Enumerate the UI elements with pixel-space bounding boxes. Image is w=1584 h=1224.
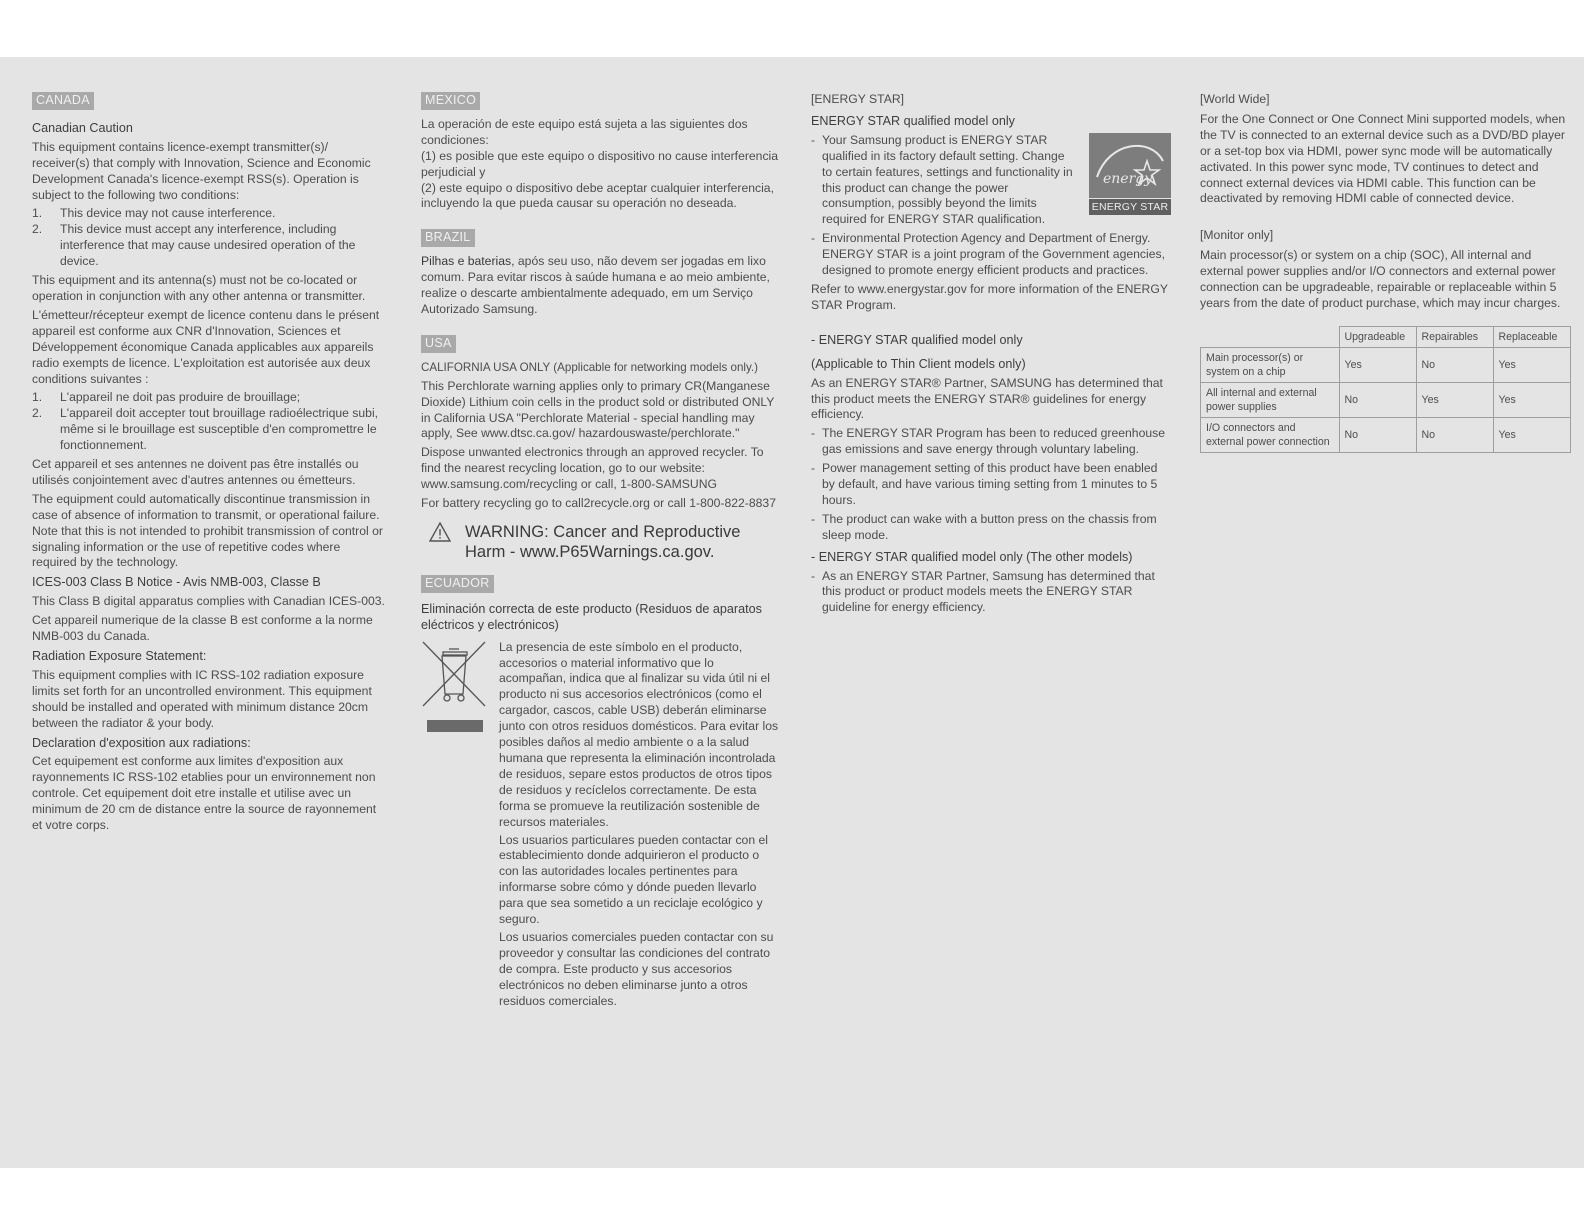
canada-intro: This equipment contains licence-exempt transmitter(s)/ receiver(s) that comply with Innovation, Science and Economic Development Canada's licence-exempt RSS(s). Operation is subject to the following two conditions: bbox=[32, 139, 371, 202]
ices-en: This Class B digital apparatus complies with Canadian ICES-003. bbox=[32, 594, 385, 609]
row-label: I/O connectors and external power connection bbox=[1201, 417, 1340, 452]
table-cell: No bbox=[1339, 417, 1416, 452]
mexico-p1: La operación de este equipo está sujeta a las siguientes dos condiciones: bbox=[421, 116, 748, 147]
table-row bbox=[1201, 347, 1571, 382]
world-wide-text: For the One Connect or One Connect Mini supported models, when the TV is connected to an external device such as a DVD/BD player or a set-top box via HDMI, power sync mode will be automatically activated. In this power sync mode, TV continues to detect and connect external devices via HDMI cable. This function can be deactivated by removing HDMI cable of connected device. bbox=[1200, 111, 1566, 206]
column-energy-star bbox=[811, 92, 1171, 619]
table-row bbox=[1201, 417, 1571, 452]
list-item bbox=[32, 206, 388, 222]
canada-conditions-list bbox=[32, 206, 388, 270]
p65-warning-text: WARNING: Cancer and Reproductive Harm - www.P65Warnings.ca.gov. bbox=[465, 522, 741, 562]
canada-fr-colocation: Cet appareil et ses antennes ne doivent pas être installés ou utilisés conjointement avec d'autres antennes ou émetteurs. bbox=[32, 457, 359, 487]
item-text: This device may not cause interference. bbox=[60, 206, 276, 221]
brazil-bold-lead: Pilhas e baterias, bbox=[421, 254, 515, 269]
usa-battery: For battery recycling go to call2recycle.org or call 1-800-822-8837 bbox=[421, 496, 776, 511]
ecuador-p3: Los usuarios comerciales pueden contactar con su proveedor y consultar las condiciones del contrato de compra. Este producto y sus accesorios electrónicos no deben eliminarse junto a otros residuos comerciales. bbox=[499, 929, 774, 1008]
section-header-mexico: MEXICO bbox=[421, 92, 480, 110]
p65-warning bbox=[429, 522, 781, 563]
column-header: Replaceable bbox=[1493, 326, 1570, 347]
usa-perchlorate: This Perchlorate warning applies only to primary CR(Manganese Dioxide) Lithium coin cells in the product sold or distributed ONLY in California USA "Perchlorate Material - special handling may apply, See www.dtsc.ca.gov/ hazardouswaste/perchlorate." bbox=[421, 378, 775, 441]
item-number: 1. bbox=[32, 390, 43, 405]
list-item: - Power management setting of this product have been enabled by default, and have various timing setting from 1 minutes to 5 hours. bbox=[811, 461, 1171, 509]
item-number: 2. bbox=[32, 222, 43, 237]
ecuador-p1: La presencia de este símbolo en el producto, accesorios o material informativo que lo acompañan, indica que al finalizar su vida útil ni el producto ni sus accesorios electrónicos (como el cargador, cascos, cable USB) deberán eliminarse junto con otros residuos domésticos. Para evitar los posibles daños al medio ambiente o a la salud humana que representa la eliminación incontrolada de residuos, separe estos productos de otros tipos de residuos y recíclelos correctamente. De esta forma se promueve la reutilización sostenible de recursos materiales. bbox=[499, 639, 779, 829]
section-header-usa: USA bbox=[421, 335, 456, 353]
ecuador-text bbox=[499, 640, 781, 1013]
energy-star-header: [ENERGY STAR] bbox=[811, 92, 905, 106]
canada-fr-conditions-list bbox=[32, 390, 388, 454]
list-item bbox=[32, 222, 388, 270]
section-header-ecuador: ECUADOR bbox=[421, 575, 494, 593]
energy-q2-title: - ENERGY STAR qualified model only bbox=[811, 332, 1023, 347]
ecuador-p2: Los usuarios particulares pueden contactar con el establecimiento donde adquirieron el producto o con las autoridades locales pertinentes para informarse sobre cómo y dónde pueden llevarlo para que sea sometido a un reciclaje ecológico y seguro. bbox=[499, 832, 768, 927]
energy-q2-text: As an ENERGY STAR® Partner, SAMSUNG has determined that this product meets the ENERGY STAR® guidelines for energy efficiency. bbox=[811, 375, 1163, 422]
table-cell: No bbox=[1416, 417, 1493, 452]
table-header-row bbox=[1201, 326, 1571, 347]
radiation-text: This equipment complies with IC RSS-102 radiation exposure limits set forth for an uncontrolled environment. This equipment should be installed and operated with minimum distance 20cm between the radiator & your body. bbox=[32, 667, 372, 730]
column-canada bbox=[32, 92, 388, 837]
crossed-bin-icon bbox=[421, 640, 487, 1013]
brazil-text bbox=[421, 254, 781, 318]
brazil-body: após seu uso, não devem ser jogadas em lixo comum. Para evitar riscos à saúde humana e ao meio ambiente, realize o descarte ambientalmente adequado, em um Serviço Autorizado Samsung. bbox=[421, 254, 770, 316]
ices-title: ICES-003 Class B Notice - Avis NMB-003, Classe B bbox=[32, 575, 321, 590]
energy-q2-subtitle: (Applicable to Thin Client models only) bbox=[811, 356, 1026, 371]
list-item: - Environmental Protection Agency and Department of Energy. ENERGY STAR is a joint program of the Government agencies, designed to promote energy efficient products and practices. bbox=[811, 231, 1171, 279]
energy-refer: Refer to www.energystar.gov for more information of the ENERGY STAR Program. bbox=[811, 281, 1168, 312]
column-header: Repairables bbox=[1416, 326, 1493, 347]
list-item: - As an ENERGY STAR Partner, Samsung has determined that this product or product models meets the ENERGY STAR guideline for energy efficiency. bbox=[811, 569, 1171, 617]
row-label: All internal and external power supplies bbox=[1201, 382, 1340, 417]
section-header-brazil: BRAZIL bbox=[421, 229, 475, 247]
list-item: - The ENERGY STAR Program has been to reduced greenhouse gas emissions and save energy through voluntary labeling. bbox=[811, 426, 1171, 458]
table-cell: No bbox=[1416, 347, 1493, 382]
mexico-p2: (1) es posible que este equipo o dispositivo no cause interferencia perjudicial y bbox=[421, 148, 779, 179]
row-label: Main processor(s) or system on a chip bbox=[1201, 347, 1340, 382]
list-item bbox=[32, 406, 388, 454]
item-text: This device must accept any interference, including interference that may cause undesired operation of the device. bbox=[60, 222, 356, 269]
energy-q3-title: - ENERGY STAR qualified model only (The other models) bbox=[811, 549, 1133, 564]
column-header: Upgradeable bbox=[1339, 326, 1416, 347]
energy-q2-list bbox=[811, 426, 1171, 543]
table-cell: Yes bbox=[1416, 382, 1493, 417]
item-number: 2. bbox=[32, 406, 43, 421]
table-corner-cell bbox=[1201, 326, 1340, 347]
usa-dispose: Dispose unwanted electronics through an approved recycler. To find the nearest recycling location, go to our website: www.samsung.com/recycling or call, 1-800-SAMSUNG bbox=[421, 445, 764, 492]
energy-q1-title: ENERGY STAR qualified model only bbox=[811, 113, 1015, 128]
table-cell: Yes bbox=[1493, 347, 1570, 382]
item-text: L'appareil ne doit pas produire de brouillage; bbox=[60, 390, 301, 405]
world-wide-header: [World Wide] bbox=[1200, 92, 1270, 106]
usa-california-only: CALIFORNIA USA ONLY (Applicable for networking models only.) bbox=[421, 360, 758, 374]
radiation-fr-title: Declaration d'exposition aux radiations: bbox=[32, 735, 251, 750]
table-cell: Yes bbox=[1493, 417, 1570, 452]
item-text: L'appareil doit accepter tout brouillage radioélectrique subi, même si le brouillage est susceptible d'en compromettre le fonctionnement. bbox=[60, 406, 379, 453]
canada-discontinue: The equipment could automatically discontinue transmission in case of absence of information to transmit, or operational failure. Note that this is not intended to prohibit transmission of control or signaling information or the use of repetitive codes where required by the technology. bbox=[32, 491, 383, 570]
warning-triangle-icon bbox=[429, 522, 451, 547]
item-number: 1. bbox=[32, 206, 43, 221]
canadian-caution-title: Canadian Caution bbox=[32, 120, 133, 135]
energy-q1-list bbox=[811, 133, 1171, 279]
monitor-only-header: [Monitor only] bbox=[1200, 228, 1274, 243]
svg-text:energy: energy bbox=[1103, 170, 1153, 187]
radiation-title: Radiation Exposure Statement: bbox=[32, 649, 207, 663]
list-item: - Your Samsung product is ENERGY STAR qualified in its factory default setting. Change to certain features, settings and functionality in this product can change the power consumption, possibly beyond the limits required for ENERGY STAR qualification. bbox=[811, 133, 1171, 228]
ecuador-weee-block bbox=[421, 640, 781, 1013]
ecuador-title: Eliminación correcta de este producto (Residuos de aparatos eléctricos y electrónicos) bbox=[421, 601, 762, 632]
list-item: - The product can wake with a button press on the chassis from sleep mode. bbox=[811, 512, 1171, 544]
radiation-fr-text: Cet equipement est conforme aux limites d'exposition aux rayonnements IC RSS-102 etablies pour un environnement non controle. Cet equipement doit etre installe et utilise avec un minimum de 20 cm de distance entre la source de rayonnement et votre corps. bbox=[32, 754, 377, 833]
list-item bbox=[32, 390, 388, 406]
table-row bbox=[1201, 382, 1571, 417]
ices-fr: Cet appareil numerique de la classe B est conforme a la norme NMB-003 du Canada. bbox=[32, 613, 373, 644]
table-cell: Yes bbox=[1339, 347, 1416, 382]
table-cell: Yes bbox=[1493, 382, 1570, 417]
monitor-only-text: Main processor(s) or system on a chip (SOC), All internal and external power supplies and/or I/O connectors and external power connection can be upgradeable, repairable or replaceable within 5 years from the date of product purchase, which may incur charges. bbox=[1200, 248, 1561, 310]
section-header-canada: CANADA bbox=[32, 92, 94, 110]
table-cell: No bbox=[1339, 382, 1416, 417]
column-worldwide-monitor bbox=[1200, 92, 1572, 453]
canada-colocation: This equipment and its antenna(s) must not be co-located or operation in conjunction with any other antenna or transmitter. bbox=[32, 273, 366, 303]
column-mexico-brazil-usa-ecuador bbox=[421, 92, 781, 1013]
energy-star-logo-label: ENERGY STAR bbox=[1089, 198, 1171, 215]
energy-q3-list bbox=[811, 569, 1171, 617]
repairability-table bbox=[1200, 326, 1571, 453]
canada-fr-intro: L'émetteur/récepteur exempt de licence contenu dans le présent appareil est conforme aux CNR d'Innovation, Sciences et Développement économique Canada applicables aux appareils radio exempts de licence. L'exploitation est autorisée aux deux conditions suivantes : bbox=[32, 307, 380, 386]
mexico-p3: (2) este equipo o dispositivo debe aceptar cualquier interferencia, incluyendo la que pueda causar su operación no deseada. bbox=[421, 180, 774, 211]
